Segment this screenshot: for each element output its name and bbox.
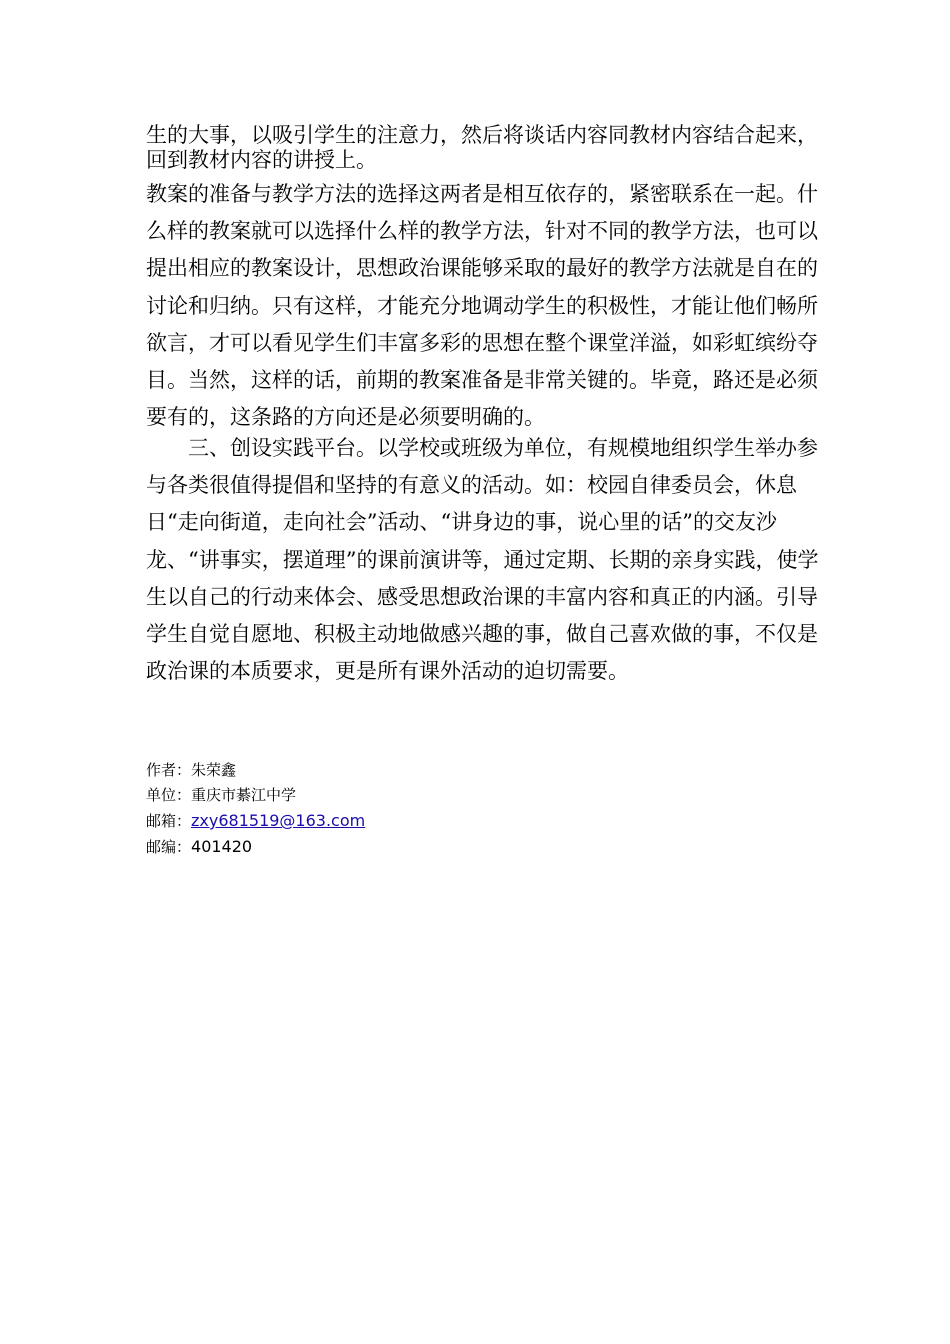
author-name: 朱荣鑫 [191,761,237,779]
author-label: 作者： [146,761,192,779]
postcode-line [146,834,365,860]
author-line [146,758,365,783]
author-info-block [146,758,365,860]
unit-label: 单位： [146,786,192,804]
unit-line [146,783,365,808]
paragraph-continuation: 生的大事，以吸引学生的注意力，然后将谈话内容同教材内容结合起来，回到教材内容的讲授上。 [146,123,818,172]
postcode-label: 邮编： [146,838,192,856]
email-link[interactable]: zxy681519@163.com [191,811,366,830]
unit-name: 重庆市綦江中学 [191,786,297,804]
paragraph-lesson-plan: 教案的准备与教学方法的选择这两者是相互依存的，紧密联系在一起。什么样的教案就可以选择什么样的教学方法，针对不同的教学方法，也可以提出相应的教案设计，思想政治课能够采取的最好的教学方法就是自在的讨论和归纳。只有这样，才能充分地调动学生的积极性，才能让他们畅所欲言，才可以看见学生们丰富多彩的思想在整个课堂洋溢，如彩虹缤纷夺目。当然，这样的话，前期的教案准备是非常关键的。毕竟，路还是必须要有的，这条路的方向还是必须要明确的。 [146,182,818,430]
paragraph-practice-platform: 三、创设实践平台。以学校或班级为单位，有规模地组织学生举办参与各类很值得提倡和坚持的有意义的活动。如：校园自律委员会，休息日“走向街道，走向社会”活动、“讲身边的事，说心里的话”的交友沙龙、“讲事实，摆道理”的课前演讲等，通过定期、长期的亲身实践，使学生以自己的行动来体会、感受思想政治课的丰富内容和真正的内涵。引导学生自觉自愿地、积极主动地做感兴趣的事，做自己喜欢做的事，不仅是政治课的本质要求，更是所有课外活动的迫切需要。 [146,436,819,684]
email-label: 邮箱： [146,812,192,830]
email-line [146,808,365,834]
postcode-value: 401420 [191,837,253,856]
